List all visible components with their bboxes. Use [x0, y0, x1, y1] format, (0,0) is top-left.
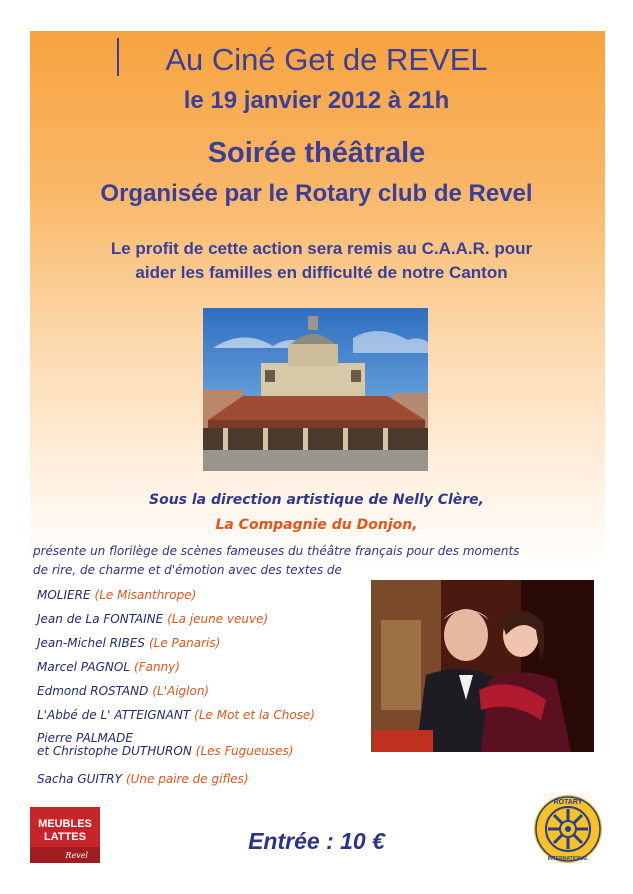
- work-item: [37, 586, 382, 610]
- actors-photo: [371, 580, 594, 752]
- intro-line-1: présente un florilège de scènes fameuses du théâtre français pour des moments: [33, 544, 520, 558]
- company-name: La Compagnie du Donjon,: [215, 517, 418, 533]
- work-item: [37, 682, 382, 706]
- author: MOLIERE: [37, 588, 91, 602]
- play-title: (Le Mot et la Chose): [194, 708, 315, 722]
- work-item: [37, 610, 382, 634]
- play-title: (Le Misanthrope): [94, 588, 197, 602]
- artistic-direction: Sous la direction artistique de Nelly Clère,: [149, 492, 484, 508]
- author: Marcel PAGNOL: [37, 660, 131, 674]
- entry-price: Entrée : 10 €: [248, 828, 385, 854]
- author: Pierre PALMADE: [37, 731, 133, 745]
- work-item: [37, 634, 382, 658]
- play-title: (Fanny): [134, 660, 180, 674]
- intro-text: [33, 542, 598, 580]
- play-title: (Une paire de gifles): [125, 772, 249, 786]
- intro-line-2: de rire, de charme et d'émotion avec des textes de: [33, 563, 342, 577]
- play-title: (La jeune veuve): [167, 612, 269, 626]
- organizer-line: Organisée par le Rotary club de Revel: [100, 180, 533, 207]
- market-hall-photo: [203, 308, 428, 471]
- author: et Christophe DUTHURON: [37, 744, 192, 758]
- work-item: [37, 730, 382, 770]
- logo-line-2: LATTES: [44, 831, 86, 843]
- event-date: le 19 janvier 2012 à 21h: [183, 87, 450, 114]
- rotary-logo: [532, 793, 604, 865]
- author: Edmond ROSTAND: [37, 684, 149, 698]
- play-title: (Le Panaris): [148, 636, 221, 650]
- rotary-bottom-text: INTERNATIONAL: [547, 856, 589, 862]
- works-list: [37, 586, 382, 794]
- cause-line-2: aider les familles en difficulté de notre Canton: [135, 263, 508, 282]
- venue-title: Au Ciné Get de REVEL: [165, 42, 488, 77]
- cause-line-1: Le profit de cette action sera remis au C.A.A.R. pour: [110, 239, 533, 258]
- logo-line-3: Revel: [65, 851, 88, 860]
- cause-text: [5, 237, 633, 285]
- author: Sacha GUITRY: [37, 772, 122, 786]
- work-item: [37, 770, 382, 794]
- author: Jean de La FONTAINE: [37, 612, 164, 626]
- rotary-top-text: ROTARY: [553, 799, 583, 806]
- event-title: Soirée théâtrale: [207, 137, 426, 169]
- author: L'Abbé de L' ATTEIGNANT: [37, 708, 191, 722]
- logo-line-1: MEUBLES: [38, 818, 92, 830]
- work-item: [37, 658, 382, 682]
- play-title: (Les Fugueuses): [195, 744, 294, 758]
- author: Jean-Michel RIBES: [37, 636, 145, 650]
- play-title: (L'Aiglon): [152, 684, 210, 698]
- work-item: [37, 706, 382, 730]
